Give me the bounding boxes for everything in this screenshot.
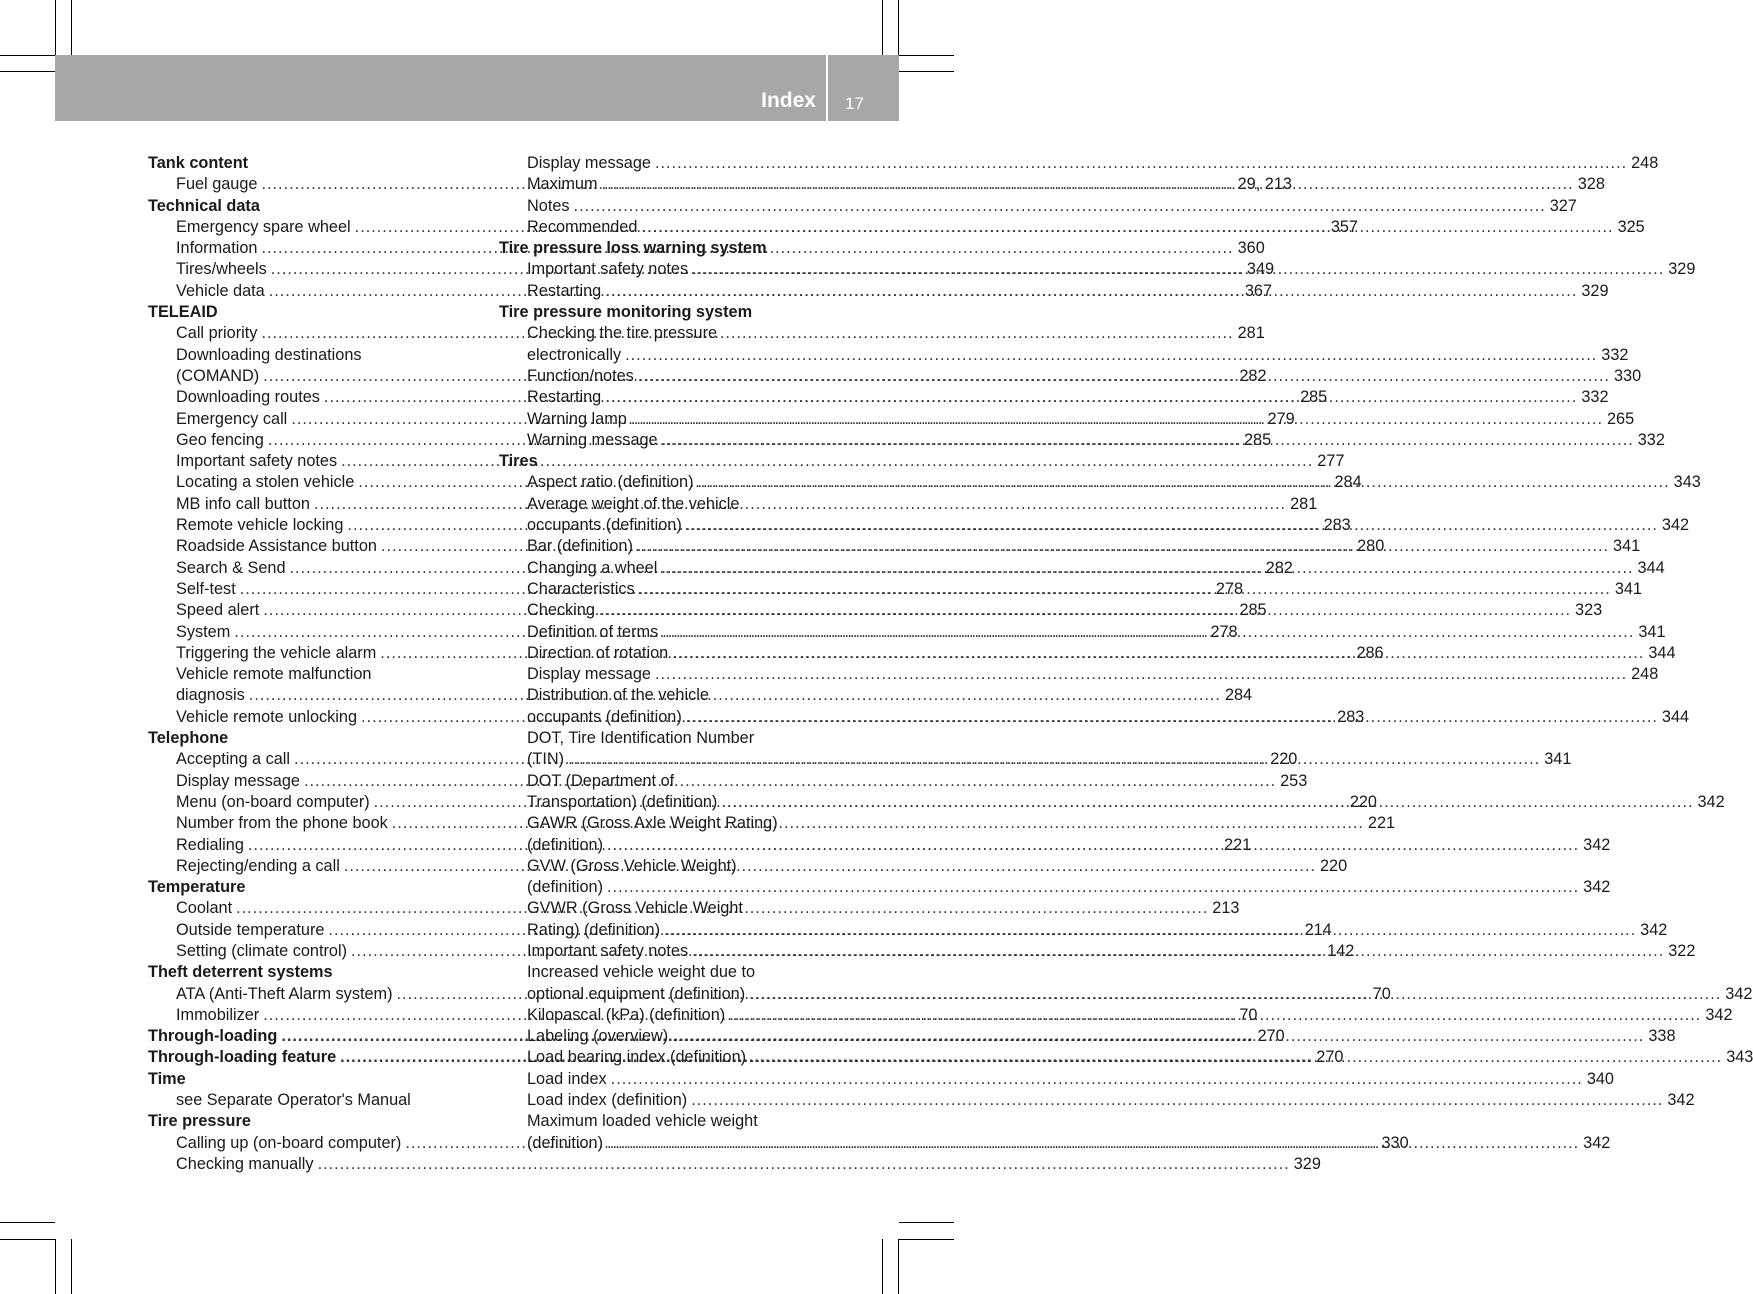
entry-text: Fuel gauge bbox=[176, 175, 258, 194]
entry-text: Load bearing index (definition) bbox=[527, 1048, 747, 1067]
entry-text: Tank content bbox=[148, 154, 249, 172]
index-heading bbox=[499, 302, 829, 323]
dot-leader bbox=[661, 558, 1633, 579]
dot-leader bbox=[574, 196, 1546, 217]
page-reference: 285 bbox=[1239, 601, 1267, 620]
index-entry bbox=[499, 1069, 1614, 1090]
crop-mark bbox=[882, 0, 883, 55]
entry-text: Characteristics bbox=[527, 579, 635, 598]
page-reference: 70 bbox=[1239, 1005, 1258, 1024]
page-reference: 220 bbox=[1319, 856, 1348, 875]
index-entry bbox=[499, 1111, 829, 1132]
dot-leader bbox=[641, 217, 1613, 238]
entry-text: Menu (on-board computer) bbox=[176, 792, 370, 811]
entry-text: Remote vehicle locking bbox=[176, 516, 344, 535]
page-reference: 285 bbox=[1300, 388, 1328, 407]
entry-text: System bbox=[176, 622, 231, 641]
dot-leader bbox=[662, 622, 1634, 643]
index-entry bbox=[499, 877, 1611, 898]
entry-text: Function/notes bbox=[527, 366, 634, 385]
index-entry bbox=[148, 1090, 478, 1111]
entry-text: Accepting a call bbox=[176, 750, 291, 769]
page-reference: 280 bbox=[1357, 537, 1385, 556]
index-entry bbox=[499, 856, 829, 877]
entry-text: diagnosis bbox=[176, 686, 245, 705]
page-reference: 277 bbox=[1317, 452, 1345, 471]
entry-text: GVW (Gross Vehicle Weight) bbox=[527, 856, 737, 875]
page-reference: 70 bbox=[1372, 984, 1391, 1003]
entry-text: Triggering the vehicle alarm bbox=[176, 643, 377, 662]
entry-text: Rating) (definition) bbox=[527, 920, 661, 939]
dot-leader bbox=[631, 409, 1603, 430]
entry-text: see Separate Operator's Manual bbox=[176, 1091, 411, 1110]
dot-leader bbox=[655, 153, 1627, 174]
dot-leader bbox=[637, 536, 1609, 557]
dot-leader bbox=[639, 579, 1611, 600]
crop-mark bbox=[899, 1239, 954, 1240]
dot-leader bbox=[686, 707, 1658, 728]
entry-text: (TIN) bbox=[527, 750, 565, 769]
page-reference: 342 bbox=[1667, 1091, 1695, 1110]
page-reference: 328 bbox=[1577, 175, 1605, 194]
page-reference: 329 bbox=[1581, 281, 1609, 300]
page-reference: 283 bbox=[1337, 707, 1365, 726]
page-reference: 330 bbox=[1613, 366, 1642, 385]
index-entry bbox=[499, 153, 1659, 174]
entry-text: Emergency spare wheel bbox=[176, 217, 351, 236]
index-entry bbox=[499, 664, 1659, 685]
dot-leader bbox=[664, 920, 1636, 941]
entry-text: Geo fencing bbox=[176, 430, 264, 449]
page-reference: 284 bbox=[1334, 473, 1362, 492]
page-reference: 343 bbox=[1673, 473, 1701, 492]
index-entry bbox=[499, 494, 829, 515]
dot-leader bbox=[698, 472, 1670, 493]
page-reference: 342 bbox=[1725, 984, 1753, 1003]
page-reference: 278 bbox=[1210, 622, 1238, 641]
page-reference: 329 bbox=[1293, 1154, 1321, 1173]
dot-leader bbox=[318, 1154, 1290, 1175]
crop-mark bbox=[0, 55, 55, 56]
dot-leader bbox=[607, 835, 1579, 856]
crop-mark bbox=[0, 1239, 55, 1240]
dot-leader bbox=[672, 1026, 1644, 1047]
index-entry bbox=[499, 898, 829, 919]
entry-text: Roadside Assistance button bbox=[176, 537, 377, 556]
page-reference: 282 bbox=[1239, 366, 1267, 385]
entry-text: Number from the phone book bbox=[176, 814, 388, 833]
index-heading bbox=[148, 196, 478, 217]
page-reference: 341 bbox=[1544, 750, 1572, 769]
entry-text: Rejecting/ending a call bbox=[176, 856, 340, 875]
entry-text: Downloading destinations bbox=[176, 345, 362, 364]
index-entry bbox=[148, 749, 1298, 770]
entry-text: Distribution of the vehicle bbox=[527, 686, 709, 705]
entry-text: Bar (definition) bbox=[527, 537, 633, 556]
page-reference: 342 bbox=[1583, 878, 1611, 897]
page-reference: 29, 213 bbox=[1237, 175, 1292, 194]
dot-leader bbox=[605, 281, 1577, 302]
index-heading bbox=[499, 238, 829, 259]
dot-leader bbox=[599, 600, 1571, 621]
entry-text: DOT, Tire Identification Number bbox=[527, 729, 755, 748]
page-reference: 332 bbox=[1581, 388, 1609, 407]
entry-text: Load index bbox=[527, 1069, 607, 1088]
dot-leader bbox=[749, 984, 1721, 1005]
entry-text: Self-test bbox=[176, 579, 236, 598]
crop-mark bbox=[899, 1222, 954, 1223]
page-reference: 265 bbox=[1606, 409, 1635, 428]
entry-text: Tire pressure loss warning system bbox=[499, 239, 767, 258]
page-reference: 343 bbox=[1726, 1048, 1753, 1067]
dot-leader bbox=[568, 749, 1540, 770]
entry-text: Telephone bbox=[148, 729, 229, 748]
index-heading bbox=[148, 1069, 478, 1090]
entry-text: Through-loading feature bbox=[148, 1048, 337, 1067]
entry-text: Locating a stolen vehicle bbox=[176, 473, 355, 492]
crop-mark bbox=[882, 1239, 883, 1294]
entry-text: Maximum bbox=[527, 175, 598, 194]
entry-text: TELEAID bbox=[148, 303, 218, 322]
entry-text: Time bbox=[148, 1069, 186, 1088]
crop-mark bbox=[55, 0, 56, 55]
entry-text: Emergency call bbox=[176, 409, 288, 428]
page-reference: 286 bbox=[1356, 643, 1384, 662]
entry-text: occupants (definition) bbox=[527, 707, 682, 726]
page-reference: 341 bbox=[1613, 537, 1641, 556]
entry-text: Setting (climate control) bbox=[176, 941, 348, 960]
entry-text: Recommended bbox=[527, 217, 638, 236]
page-reference: 270 bbox=[1257, 1027, 1285, 1046]
entry-text: Theft deterrent systems bbox=[148, 963, 333, 982]
crop-mark bbox=[0, 71, 55, 72]
page-number: 17 bbox=[845, 94, 864, 113]
page-reference: 213 bbox=[1212, 899, 1240, 918]
entry-text: Display message bbox=[527, 665, 651, 684]
index-entry bbox=[499, 962, 829, 983]
entry-text: Coolant bbox=[176, 899, 233, 918]
entry-text: Increased vehicle weight due to bbox=[527, 963, 756, 982]
page-reference: 338 bbox=[1648, 1027, 1676, 1046]
page-reference: 342 bbox=[1583, 1133, 1611, 1152]
entry-text: Outside temperature bbox=[176, 920, 325, 939]
page-reference: 342 bbox=[1705, 1005, 1733, 1024]
index-entry bbox=[499, 345, 1629, 366]
entry-text: Tires/wheels bbox=[176, 260, 267, 279]
index-entry bbox=[148, 1154, 1321, 1175]
index-heading bbox=[148, 728, 478, 749]
entry-text: Important safety notes bbox=[527, 260, 689, 279]
page-reference: 248 bbox=[1631, 154, 1659, 172]
entry-text: Tire pressure bbox=[148, 1112, 251, 1131]
entry-text: Display message bbox=[527, 154, 651, 172]
entry-text: Through-loading bbox=[148, 1027, 278, 1046]
entry-text: ATA (Anti-Theft Alarm system) bbox=[176, 984, 393, 1003]
page-reference: 342 bbox=[1697, 792, 1725, 811]
crop-mark bbox=[55, 1239, 56, 1294]
index-entry bbox=[499, 685, 829, 706]
page-reference: 322 bbox=[1668, 941, 1696, 960]
index-entry bbox=[499, 728, 829, 749]
entry-text: Vehicle remote unlocking bbox=[176, 707, 358, 726]
entry-text: Temperature bbox=[148, 878, 246, 897]
dot-leader bbox=[692, 941, 1664, 962]
page-reference: 341 bbox=[1614, 579, 1642, 598]
entry-text: occupants (definition) bbox=[527, 516, 682, 535]
page-reference: 341 bbox=[1638, 622, 1666, 641]
entry-text: Search & Send bbox=[176, 558, 286, 577]
page-reference: 281 bbox=[1290, 494, 1318, 513]
dot-leader bbox=[605, 387, 1577, 408]
entry-text: Direction of rotation bbox=[527, 643, 669, 662]
crop-mark bbox=[899, 71, 954, 72]
page-reference: 220 bbox=[1349, 792, 1377, 811]
entry-text: GVWR (Gross Vehicle Weight bbox=[527, 899, 743, 918]
page-reference: 278 bbox=[1215, 579, 1244, 598]
entry-text: Display message bbox=[176, 771, 300, 790]
index-heading bbox=[148, 1111, 478, 1132]
index-entry bbox=[499, 813, 829, 834]
entry-text: Average weight of the vehicle bbox=[527, 494, 740, 513]
page-title: Index bbox=[761, 89, 816, 112]
index-heading bbox=[148, 962, 478, 983]
entry-text: Vehicle data bbox=[176, 281, 265, 300]
page-reference: 283 bbox=[1323, 516, 1351, 535]
crop-mark bbox=[71, 1239, 72, 1294]
index-heading bbox=[499, 451, 829, 472]
dot-leader bbox=[692, 259, 1664, 280]
dot-leader bbox=[344, 856, 1316, 877]
entry-text: Warning message bbox=[527, 430, 658, 449]
entry-text: Labeling (overview) bbox=[527, 1027, 669, 1046]
page-reference: 344 bbox=[1661, 707, 1690, 726]
page-reference: 329 bbox=[1668, 260, 1696, 279]
crop-mark bbox=[0, 1222, 55, 1223]
page-reference: 342 bbox=[1583, 835, 1611, 854]
entry-text: electronically bbox=[527, 345, 622, 364]
dot-leader bbox=[729, 1005, 1701, 1026]
entry-text: Calling up (on-board computer) bbox=[176, 1133, 402, 1152]
dot-leader bbox=[607, 1133, 1579, 1154]
dot-leader bbox=[611, 1069, 1583, 1090]
entry-text: Tires bbox=[499, 452, 538, 471]
page-reference: 344 bbox=[1648, 643, 1676, 662]
page-reference: 323 bbox=[1575, 601, 1603, 620]
entry-text: Restarting bbox=[527, 388, 602, 407]
page-reference: 357 bbox=[1330, 217, 1358, 236]
entry-text: Information bbox=[176, 239, 258, 258]
entry-text: Call priority bbox=[176, 324, 258, 343]
page-reference: 221 bbox=[1367, 814, 1396, 833]
dot-leader bbox=[638, 366, 1610, 387]
entry-text: Important safety notes bbox=[527, 941, 689, 960]
index-entry bbox=[148, 664, 478, 685]
entry-text: (definition) bbox=[527, 835, 604, 854]
entry-text: Immobilizer bbox=[176, 1005, 260, 1024]
entry-text: Load index (definition) bbox=[527, 1091, 688, 1110]
page-reference: 279 bbox=[1267, 409, 1295, 428]
entry-text: (definition) bbox=[527, 878, 604, 897]
page-reference: 284 bbox=[1224, 686, 1253, 705]
entry-text: Checking the tire pressure bbox=[527, 324, 718, 343]
entry-text: Redialing bbox=[176, 835, 244, 854]
entry-text: Checking manually bbox=[176, 1154, 314, 1173]
crop-mark bbox=[898, 0, 899, 55]
index-entry bbox=[499, 323, 829, 344]
entry-text: Vehicle remote malfunction bbox=[176, 665, 372, 684]
entry-text: (COMAND) bbox=[176, 366, 260, 385]
page-reference: 285 bbox=[1243, 430, 1272, 449]
page-reference: 330 bbox=[1381, 1133, 1409, 1152]
page-reference: 332 bbox=[1601, 345, 1629, 364]
page-reference: 142 bbox=[1327, 941, 1355, 960]
dot-leader bbox=[607, 877, 1579, 898]
entry-text: Checking bbox=[527, 601, 595, 620]
entry-text: Definition of terms bbox=[527, 622, 659, 641]
dot-leader bbox=[662, 430, 1634, 451]
page-reference: 332 bbox=[1637, 430, 1665, 449]
entry-text: Restarting bbox=[527, 281, 602, 300]
page-reference: 325 bbox=[1617, 217, 1645, 236]
dot-leader bbox=[686, 515, 1658, 536]
index-heading bbox=[148, 877, 478, 898]
entry-text: (definition) bbox=[527, 1133, 604, 1152]
page-reference: 342 bbox=[1640, 920, 1668, 939]
page-reference: 344 bbox=[1637, 558, 1665, 577]
entry-text: Aspect ratio (definition) bbox=[527, 473, 694, 492]
crop-mark bbox=[898, 1239, 899, 1294]
page-reference: 248 bbox=[1631, 665, 1659, 684]
dot-leader bbox=[625, 345, 1597, 366]
entry-text: Warning lamp bbox=[527, 409, 627, 428]
entry-text: Changing a wheel bbox=[527, 558, 658, 577]
page-reference: 342 bbox=[1661, 516, 1690, 535]
entry-text: Speed alert bbox=[176, 601, 260, 620]
index-heading bbox=[148, 153, 478, 174]
index-heading bbox=[148, 302, 478, 323]
page-reference: 349 bbox=[1246, 260, 1275, 279]
entry-text: Notes bbox=[527, 196, 570, 215]
dot-leader bbox=[750, 1047, 1722, 1068]
entry-text: Transportation) (definition) bbox=[527, 792, 718, 811]
entry-text: DOT (Department of bbox=[527, 771, 675, 790]
page-reference: 270 bbox=[1316, 1048, 1344, 1067]
entry-text: Downloading routes bbox=[176, 388, 320, 407]
crop-mark bbox=[71, 0, 72, 55]
page-reference: 220 bbox=[1270, 750, 1298, 769]
dot-leader bbox=[672, 643, 1644, 664]
page-reference: 221 bbox=[1224, 835, 1252, 854]
entry-text: Important safety notes bbox=[176, 452, 338, 471]
dot-leader bbox=[602, 174, 1574, 195]
page-reference: 367 bbox=[1244, 281, 1273, 300]
dot-leader bbox=[691, 1090, 1663, 1111]
entry-text: Tire pressure monitoring system bbox=[499, 303, 753, 322]
page-reference: 282 bbox=[1265, 558, 1293, 577]
page-reference: 327 bbox=[1549, 196, 1577, 215]
entry-text: GAWR (Gross Axle Weight Rating) bbox=[527, 814, 778, 833]
entry-text: Kilopascal (kPa) (definition) bbox=[527, 1005, 726, 1024]
entry-text: optional equipment (definition) bbox=[527, 984, 746, 1003]
index-entry bbox=[499, 196, 1577, 217]
crop-mark bbox=[899, 55, 954, 56]
index-entry bbox=[499, 1090, 1695, 1111]
page-reference: 214 bbox=[1304, 920, 1332, 939]
index-entry bbox=[499, 771, 829, 792]
dot-leader bbox=[655, 664, 1627, 685]
dot-leader bbox=[721, 792, 1693, 813]
header-divider bbox=[826, 55, 828, 121]
entry-text: Technical data bbox=[148, 196, 260, 215]
page-reference: 253 bbox=[1280, 771, 1308, 790]
page-reference: 340 bbox=[1586, 1069, 1614, 1088]
page-reference: 360 bbox=[1237, 239, 1265, 258]
entry-text: Maximum loaded vehicle weight bbox=[527, 1112, 758, 1131]
page-reference: 281 bbox=[1237, 324, 1265, 343]
index-entry bbox=[148, 345, 478, 366]
entry-text: MB info call button bbox=[176, 494, 310, 513]
